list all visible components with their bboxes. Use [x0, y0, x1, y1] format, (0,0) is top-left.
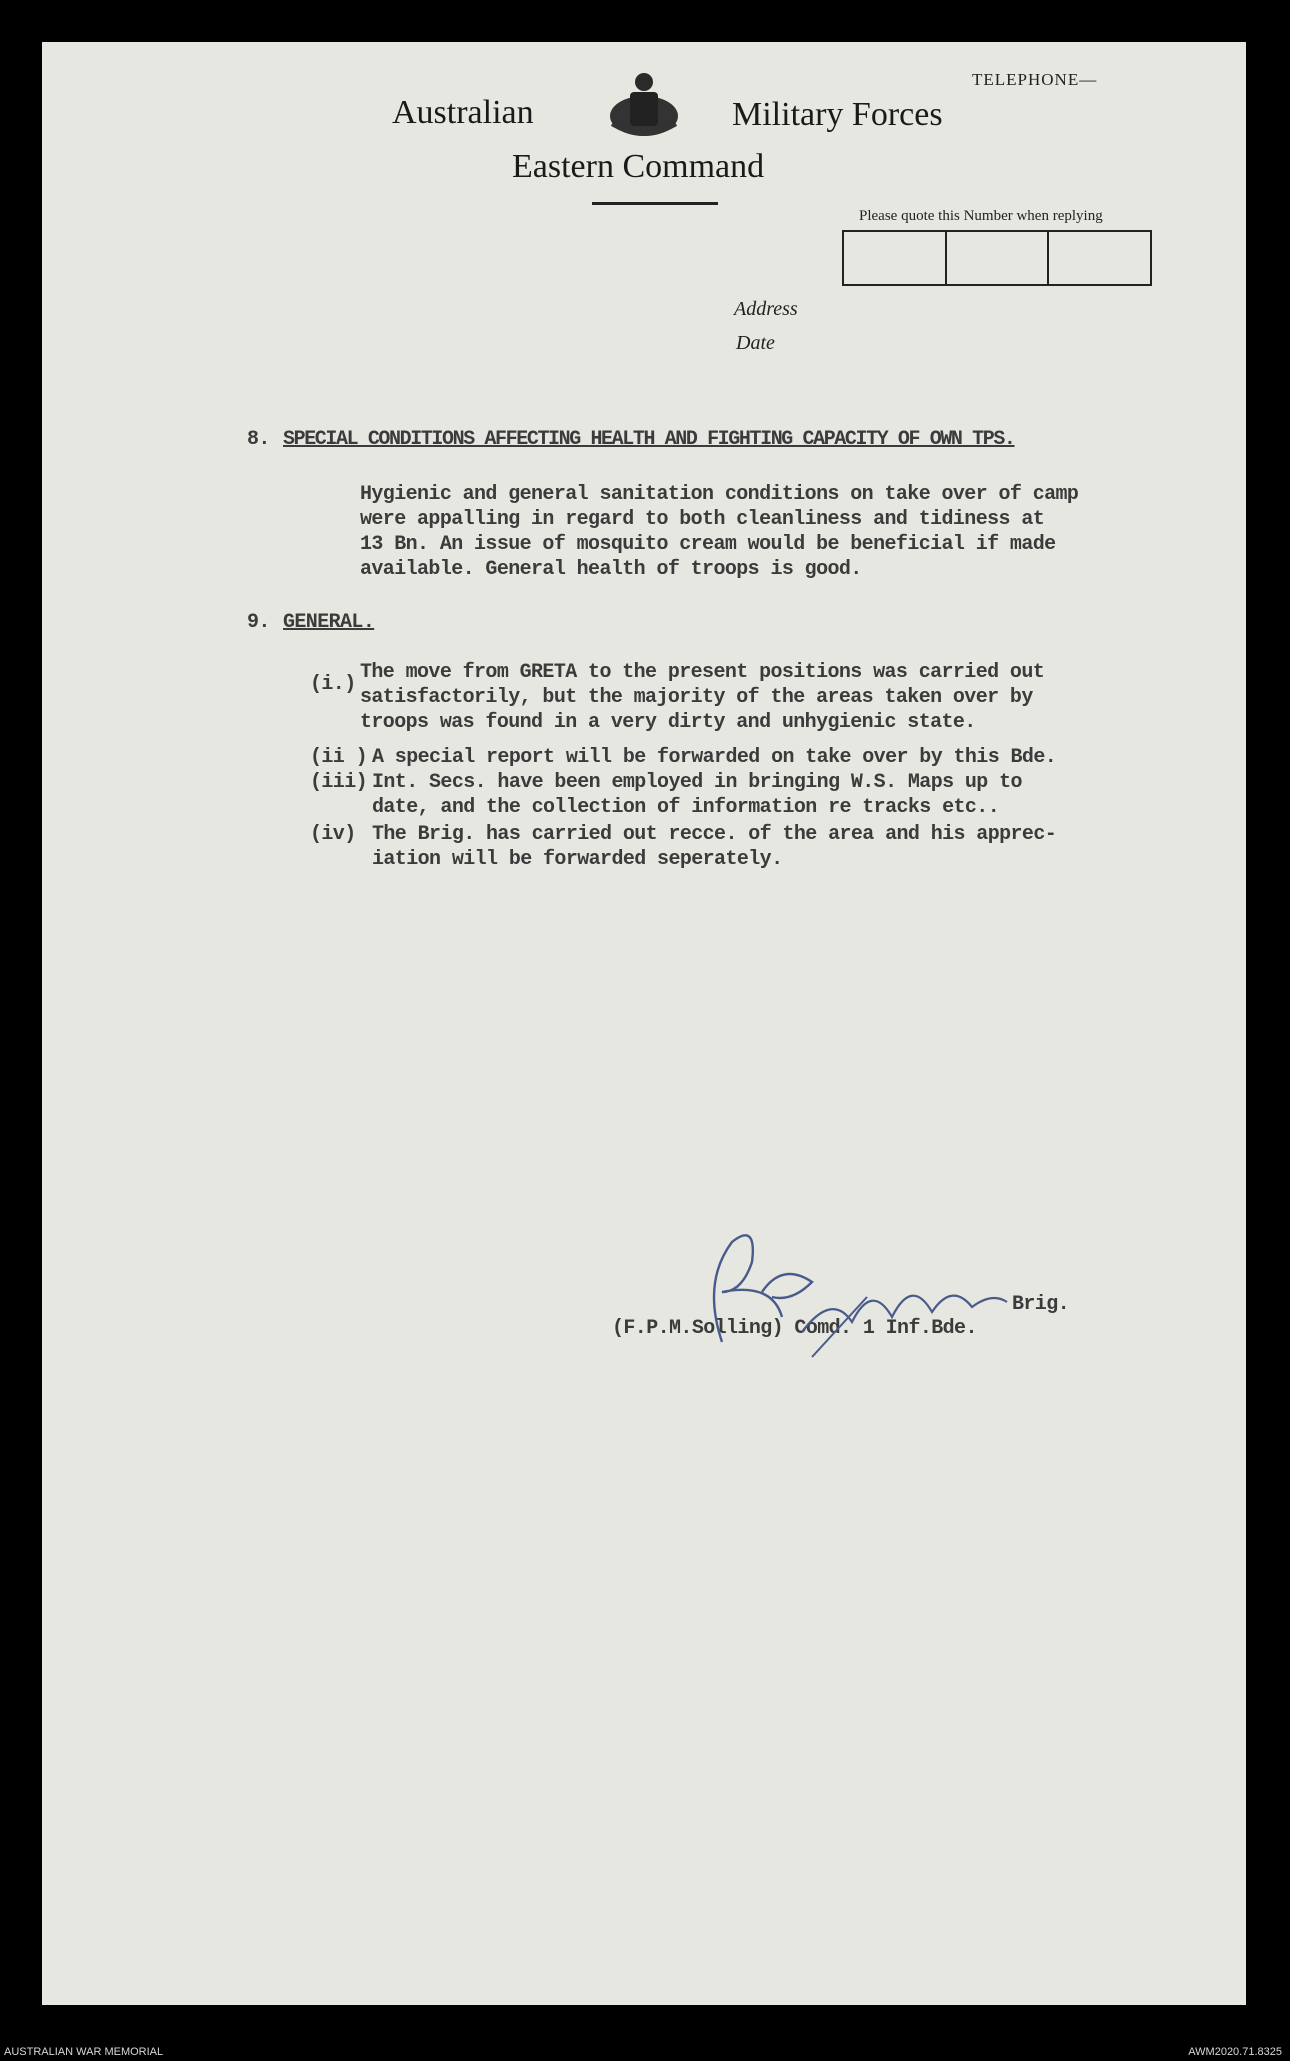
signature-rank: Brig.: [1012, 1293, 1070, 1316]
footer-right: AWM2020.71.8325: [1188, 2046, 1282, 2058]
reference-cell: [947, 232, 1050, 284]
section-8-heading: SPECIAL CONDITIONS AFFECTING HEALTH AND FIGHTING CAPACITY OF OWN TPS.: [283, 428, 1015, 451]
item-line: The Brig. has carried out recce. of the area and his apprec-: [372, 823, 1057, 846]
quote-number-label: Please quote this Number when replying: [859, 208, 1103, 224]
item-line: iation will be forwarded seperately.: [372, 848, 783, 871]
item-line: troops was found in a very dirty and unhygienic state.: [360, 711, 976, 734]
letterhead-rule: [592, 202, 718, 205]
item-marker: (iii): [310, 771, 368, 794]
reference-cell: [844, 232, 947, 284]
letterhead-military-forces: Military Forces: [732, 96, 943, 133]
item-marker: (iv): [310, 823, 356, 846]
item-line: satisfactorily, but the majority of the areas taken over by: [360, 686, 1033, 709]
section-8-line: Hygienic and general sanitation conditions on take over of camp: [360, 483, 1079, 506]
letterhead-eastern-command: Eastern Command: [512, 148, 765, 185]
section-8-line: 13 Bn. An issue of mosquito cream would be beneficial if made: [360, 533, 1056, 556]
item-line: Int. Secs. have been employed in bringing W.S. Maps up to: [372, 771, 1022, 794]
telephone-label: TELEPHONE—: [972, 70, 1098, 89]
signature-block: (F.P.M.Solling) Comd. 1 Inf.Bde.: [612, 1317, 977, 1340]
address-label: Address: [734, 298, 798, 320]
section-9-number: 9.: [247, 611, 270, 634]
item-line: The move from GRETA to the present positions was carried out: [360, 661, 1045, 684]
footer-left: AUSTRALIAN WAR MEMORIAL: [4, 2046, 164, 2058]
section-8-line: available. General health of troops is good.: [360, 558, 862, 581]
letterhead-australian: Australian: [392, 94, 534, 131]
date-label: Date: [736, 332, 775, 354]
item-marker: (i.): [310, 673, 356, 696]
handwritten-signature: [662, 1222, 1022, 1362]
section-9-heading: GENERAL.: [283, 611, 375, 634]
coat-of-arms-icon: [602, 68, 686, 144]
section-8-number: 8.: [247, 428, 270, 451]
section-8-line: were appalling in regard to both cleanliness and tidiness at: [360, 508, 1045, 531]
item-marker: (ii ): [310, 746, 368, 769]
reference-cell: [1049, 232, 1150, 284]
item-line: date, and the collection of information re tracks etc..: [372, 796, 1000, 819]
document-page: [42, 42, 1246, 2005]
item-line: A special report will be forwarded on take over by this Bde.: [372, 746, 1057, 769]
reference-number-box: [842, 230, 1152, 286]
